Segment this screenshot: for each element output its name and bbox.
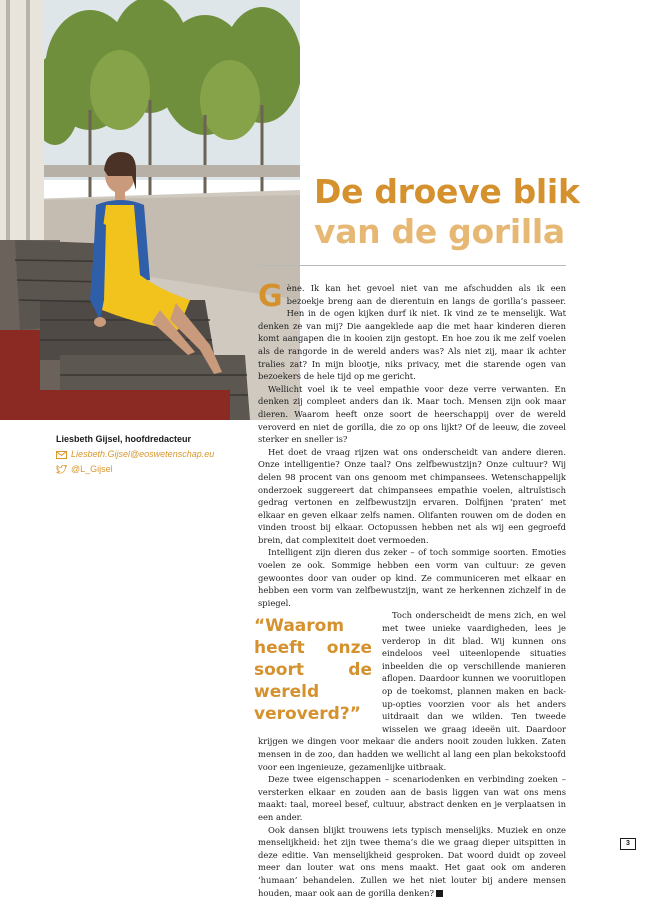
paragraph: Ook dansen blijkt trouwens iets typisch menselijks. Muziek en onze menselijkheid: het zijn twee thema’s die we graag dieper uitspitten in deze editie. Van menselijkheid gesproken. Dat woord duidt op zoveel meer dan louter wat ons mens maakt. Het gaat ook om anderen ‘humaan’ behandelen. Zullen we het niet louter bij andere mensen houden, maar ook aan de gorilla denken? bbox=[258, 824, 566, 898]
paragraph: Wellicht voel ik te veel empathie voor deze verre verwanten. En denken zij compleet anders dan ik. Maar toch. Mensen zijn ook maar dieren. Waarom heeft onze soort de heerschappij over de wereld veroverd en niet de gorilla, die zo op ons lijkt? Of de leeuw, die zoveel sterker en sneller is? bbox=[258, 383, 566, 445]
article-title bbox=[314, 172, 634, 252]
editor-photo bbox=[0, 0, 300, 420]
paragraph: “Waarom heeft onze soort de wereld veroverd?” Toch onderscheidt de mens zich, en wel met twee unieke vaardigheden, lees je verderop in dit blad. Wij kunnen ons eindeloos veel uiteenlopende situaties inbeelden die op verschillende manieren aflopen. Daardoor kunnen we vooruitlopen op de toekomst, plannen maken en back-up-opties voorzien voor als het anders uitdraait dan we wilden. Ten tweede wisselen we graag ideeën uit. Daardoor krijgen we dingen voor mekaar die anders nooit zouden lukken. Zaten mensen in de zoo, dan hadden we wellicht al lang een plan bekokstoofd voor een ingenieuze, gezamenlijke uitbraak. bbox=[254, 610, 566, 772]
title-line-2: van de gorilla bbox=[314, 212, 565, 251]
author-twitter[interactable]: @L_Gijsel bbox=[71, 464, 113, 474]
end-mark bbox=[436, 890, 443, 897]
envelope-icon bbox=[56, 451, 67, 459]
paragraph: Het doet de vraag rijzen wat ons onderscheidt van andere dieren. Onze intelligentie? Onze taal? Ons zelfbewustzijn? Onze cultuur? Wij delen 98 procent van ons genoom met chimpansees. Wetenschappelijk onderzoek suggereert dat chimpansees empathie voelen, altruïstisch gedrag vertonen en zelfbewustzijn ervaren. Dolfijnen ‘praten’ met elkaar en geven elkaar zelfs namen. Olifanten rouwen om de doden en vinden troost bij elkaar. Octopussen hebben net als wij een gegroefd brein, dat complexiteit doet vermoeden. bbox=[258, 446, 566, 545]
title-divider bbox=[258, 265, 566, 266]
paragraph: Gène. Ik kan het gevoel niet van me afschudden als ik een bezoekje breng aan de dierentuin en langs de gorilla’s passeer. Hen in de ogen kijken durf ik niet. Ik vind ze te menselijk. Wat denken ze van mij? Die aangeklede aap die met haar kinderen dieren komt aangapen die in kooien zijn gestopt. En hoe zou ik me zelf voelen als de rangorde in de wereld anders was? Als niet zij, maar ik achter tralies zat? In mijn blootje, niks privacy, met die starende ogen van bezoekers de hele tijd op me gericht. bbox=[258, 279, 566, 382]
twitter-bird-icon bbox=[56, 465, 67, 474]
paragraph: Deze twee eigenschappen – scenariodenken en verbinding zoeken – versterken elkaar en zouden aan de basis liggen van wat ons mens maakt: taal, moreel besef, cultuur, abstract denken en je verplaatsen in een ander. bbox=[258, 774, 566, 822]
author-name: Liesbeth Gijsel, hoofdredacteur bbox=[56, 434, 192, 444]
author-email[interactable]: Liesbeth.Gijsel@eoswetenschap.eu bbox=[71, 449, 215, 459]
page-number: 3 bbox=[620, 838, 636, 850]
title-line-1: De droeve blik bbox=[314, 172, 580, 211]
pull-quote: “Waarom heeft onze soort de wereld veroverd?” bbox=[254, 616, 372, 725]
paragraph: Intelligent zijn dieren dus zeker – of toch sommige soorten. Emoties voelen ze ook. Sommige hebben een vorm van cultuur: ze geven gewoontes door van ouder op kind. Ze communiceren met elkaar en hebben een vorm van zelfbewustzijn, want ze herkennen zichzelf in de spiegel. bbox=[258, 547, 566, 608]
article-body bbox=[254, 279, 566, 899]
drop-cap: G bbox=[258, 279, 283, 314]
